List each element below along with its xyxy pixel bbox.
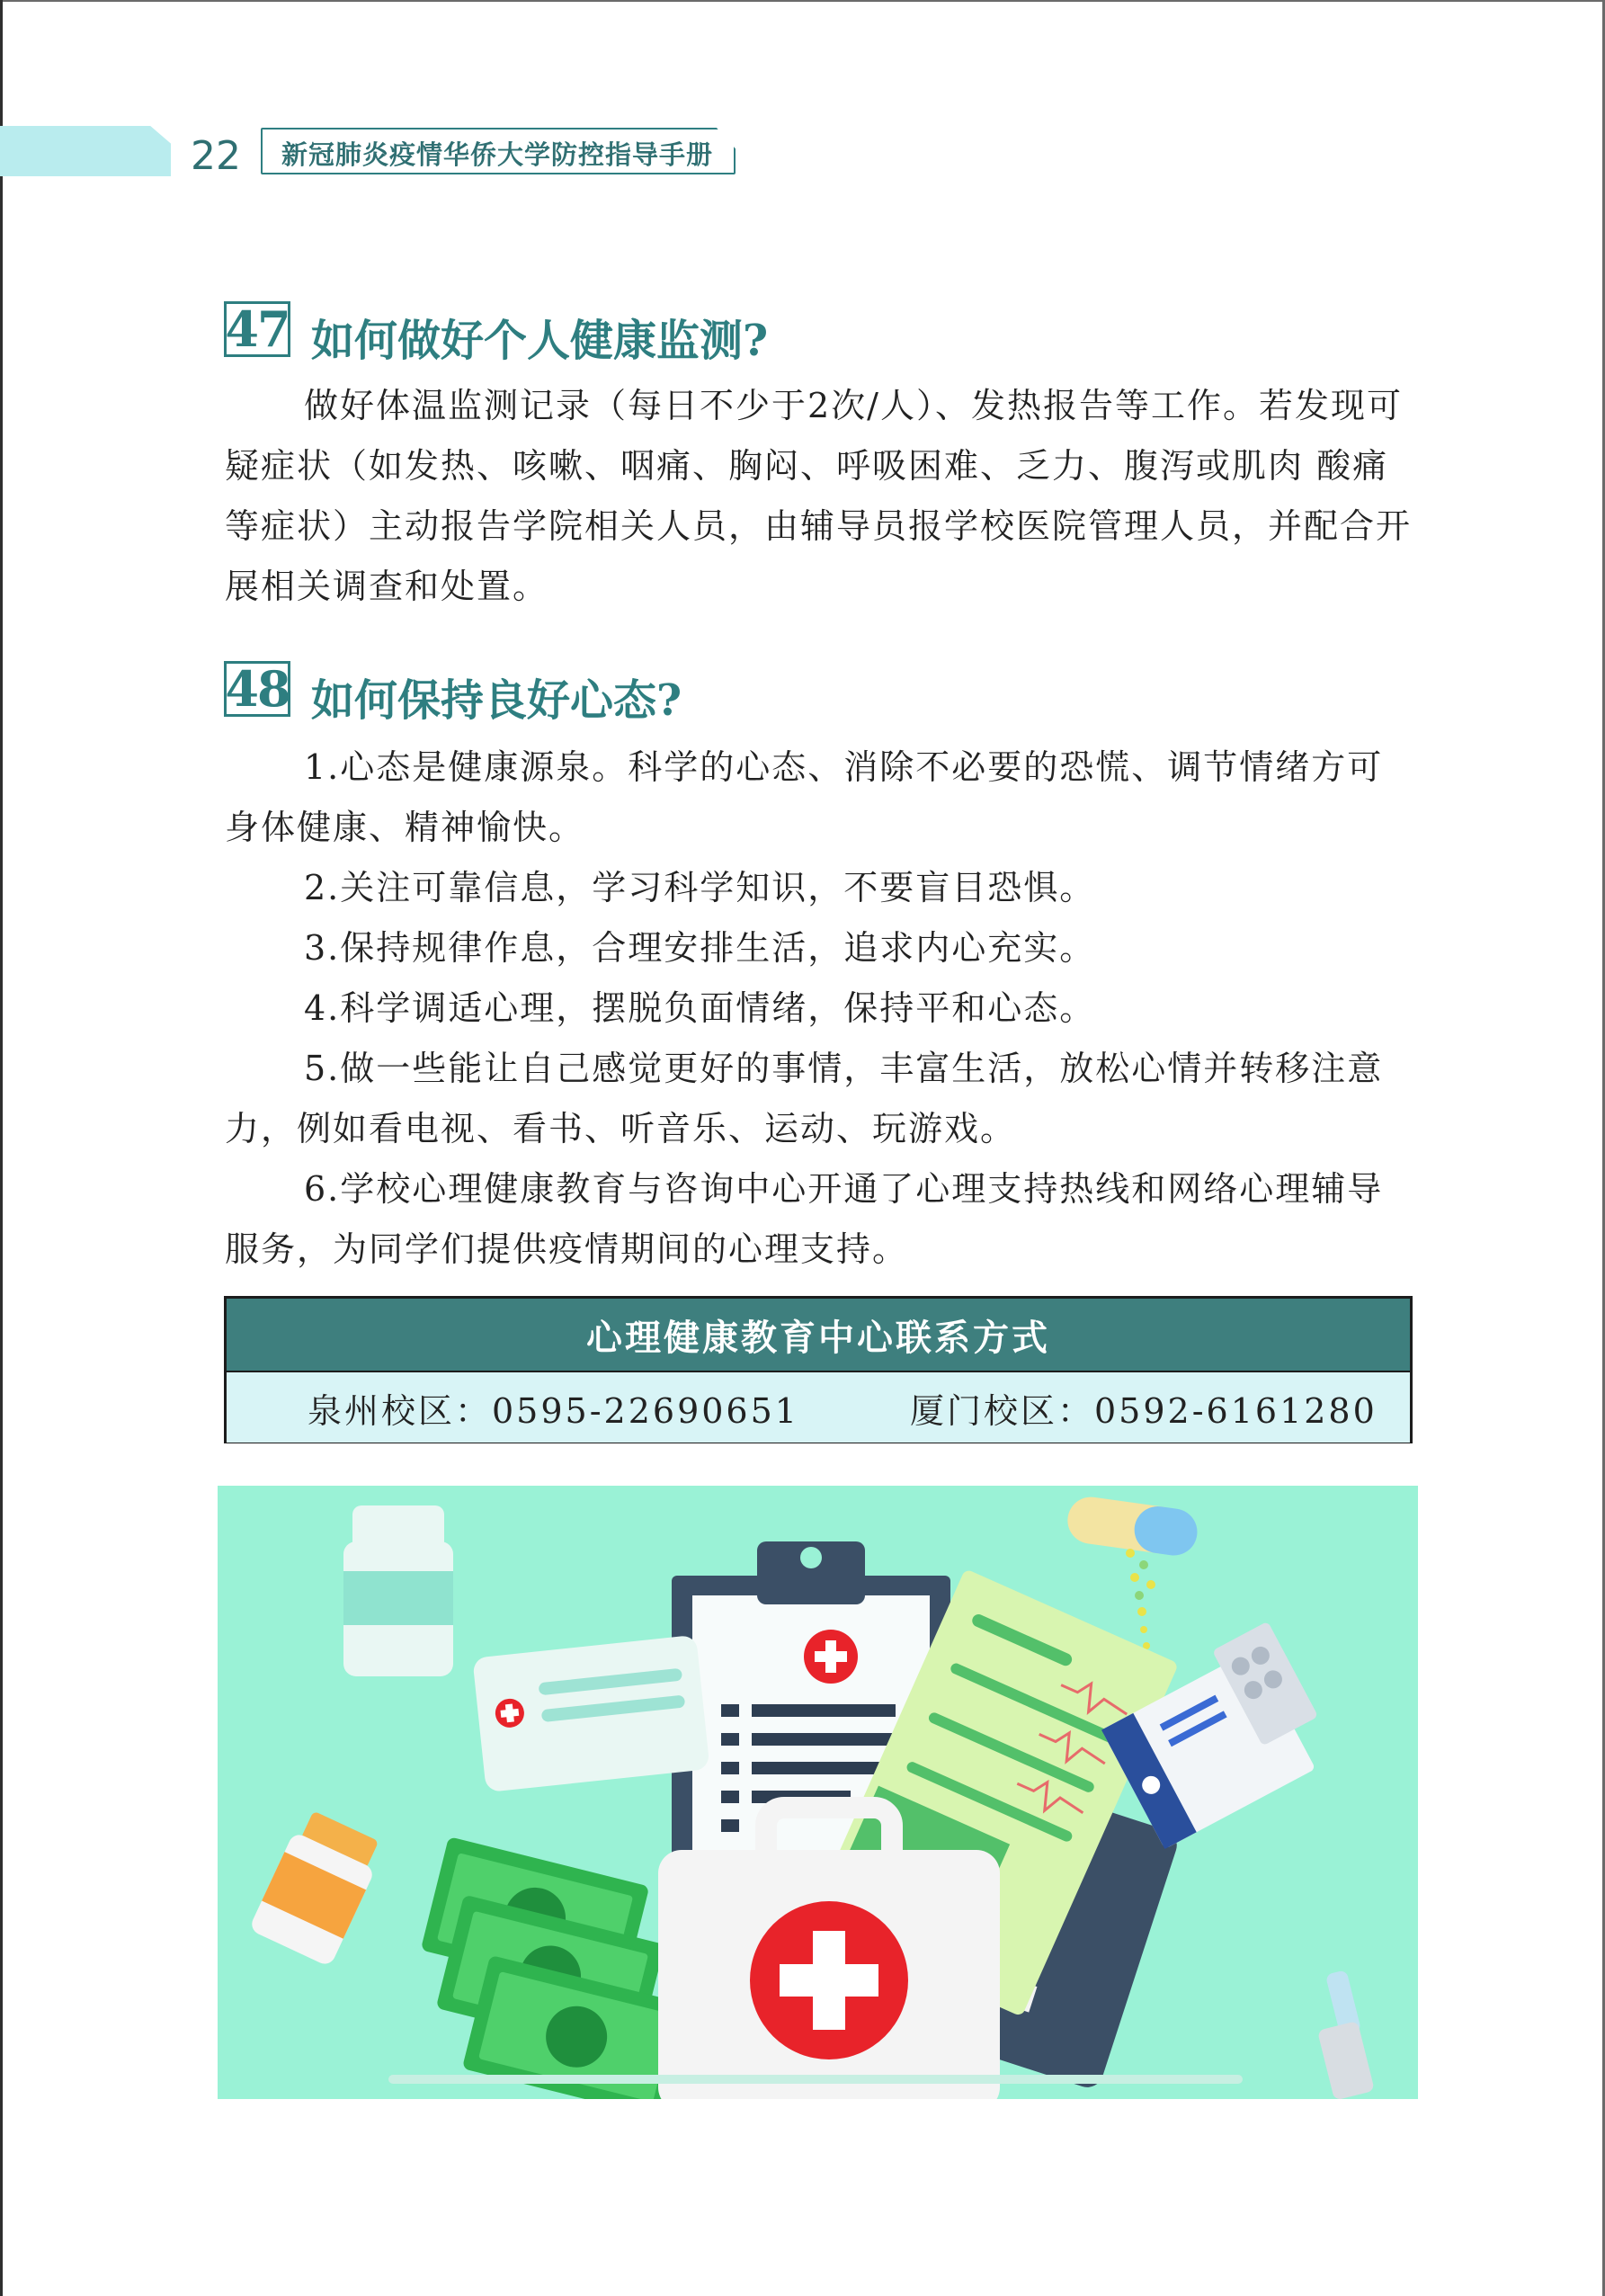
list-item: 2.关注可靠信息，学习科学知识，不要盲目恐惧。 [304, 868, 1096, 907]
quanzhou-phone: 泉州校区：0595-22690651 [308, 1390, 799, 1431]
contact-table-title: 心理健康教育中心联系方式 [227, 1299, 1410, 1372]
section-number-48: 48 [225, 660, 290, 718]
section-body-48 [225, 737, 1412, 1280]
id-card-icon [472, 1635, 709, 1792]
xiamen-phone: 厦门校区：0592-6161280 [910, 1390, 1378, 1431]
medical-illustration [218, 1486, 1418, 2099]
page-border-top [0, 0, 1605, 2]
list-item: 4.科学调适心理，摆脱负面情绪，保持平和心态。 [304, 988, 1096, 1028]
list-item: 1.心态是健康源泉。科学的心态、消除不必要的恐慌、调节情绪方可身体健康、精神愉快。 [225, 747, 1384, 847]
medical-illustration-svg [218, 1486, 1418, 2099]
dropper-bottle-icon [1317, 1970, 1375, 2099]
section-title-47: 如何做好个人健康监测? [311, 316, 769, 366]
contact-table [224, 1296, 1413, 1443]
section-number-47: 47 [225, 300, 290, 358]
contact-table-row [227, 1372, 1410, 1443]
header-band [0, 126, 171, 176]
pill-jar-icon [248, 1807, 387, 1967]
book-title: 新冠肺炎疫情华侨大学防控指导手册 [281, 139, 714, 170]
page-number: 22 [191, 133, 241, 179]
first-aid-kit-icon [658, 1808, 1000, 2099]
list-item: 3.保持规律作息，合理安排生活，追求内心充实。 [304, 928, 1096, 968]
list-item: 5.做一些能让自己感觉更好的事情，丰富生活，放松心情并转移注意力，例如看电视、看书、听音乐、运动、玩游戏。 [225, 1049, 1384, 1148]
section-title-48: 如何保持良好心态? [311, 675, 682, 726]
list-item: 6.学校心理健康教育与咨询中心开通了心理支持热线和网络心理辅导服务，为同学们提供疫情期间的心理支持。 [225, 1169, 1384, 1269]
section-body-47 [225, 376, 1412, 617]
paragraph: 做好体温监测记录（每日不少于2次/人）、发热报告等工作。若发现可疑症状（如发热、咳嗽、咽痛、胸闷、呼吸困难、乏力、腹泻或肌肉 酸痛等症状）主动报告学院相关人员，由辅导员报学校医院管理人员，并配合开展相关调查和处置。 [225, 386, 1413, 606]
page-border-left [0, 0, 3, 2296]
cash-stack-icon [421, 1836, 691, 2099]
medicine-bottle-icon [343, 1505, 453, 1676]
table-surface [388, 2075, 1243, 2084]
